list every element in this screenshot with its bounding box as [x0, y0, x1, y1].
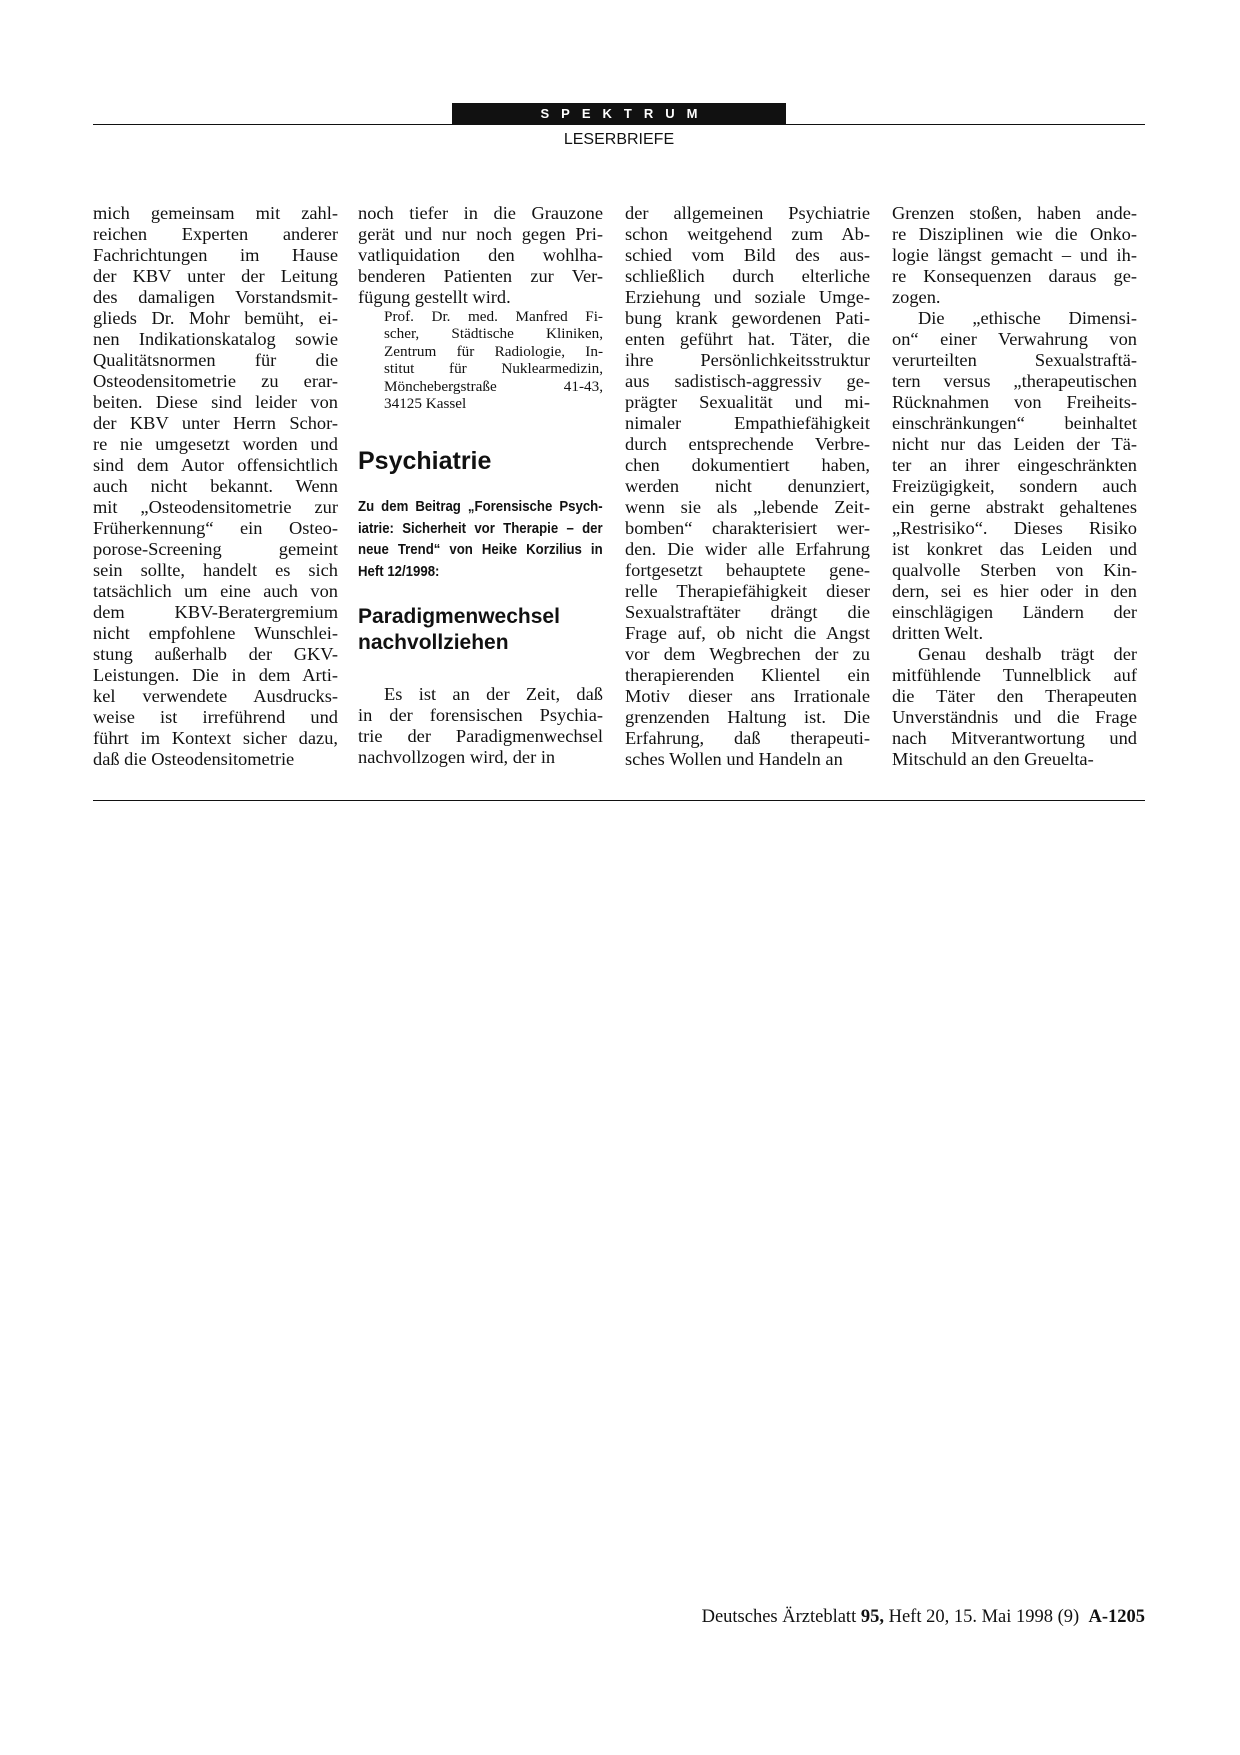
- text-line: sches Wollen und Handeln an: [625, 749, 843, 769]
- text-line: porose-Screening gemeint: [93, 539, 338, 559]
- text-line: Motiv dieser ans Irrationale: [625, 686, 870, 706]
- text-line: Früherkennung“ ein Osteo-: [93, 518, 338, 538]
- text-line: therapierenden Klientel ein: [625, 665, 870, 685]
- text-line: durch entsprechende Verbre-: [625, 434, 870, 454]
- text-line: scher, Städtische Kliniken,: [384, 325, 603, 343]
- text-line: prägter Sexualität und mi-: [625, 392, 870, 412]
- text-line: dern, sei es hier oder in den: [892, 581, 1137, 601]
- text-line: iatrie: Sicherheit vor Therapie – der: [358, 519, 603, 537]
- text-line: daß die Osteodensitometrie: [93, 749, 295, 769]
- text-line: einschlägigen Ländern der: [892, 602, 1137, 622]
- text-line: Erziehung und soziale Umge-: [625, 287, 870, 307]
- text-line: Es ist an der Zeit, daß: [384, 684, 603, 705]
- text-line: schon weitgehend zum Ab-: [625, 224, 870, 244]
- text-line: Mitschuld an den Greuelta-: [892, 749, 1094, 769]
- text-line: wenn sie als „lebende Zeit-: [625, 497, 870, 517]
- text-line: trie der Paradigmenwechsel: [358, 726, 603, 747]
- letter-title: [358, 604, 603, 656]
- text-column-2: [358, 203, 603, 768]
- text-column-4: [892, 203, 1137, 770]
- text-line: logie längst gemacht – und ih-: [892, 245, 1137, 265]
- text-line: bomben“ charakterisiert wer-: [625, 518, 870, 538]
- text-line: Osteodensitometrie zu erar-: [93, 371, 338, 391]
- text-line: Prof. Dr. med. Manfred Fi-: [384, 308, 603, 325]
- text-line: enten geführt hat. Täter, die: [625, 329, 870, 349]
- text-line: Heft 12/1998:: [358, 562, 440, 580]
- text-line: bung krank gewordenen Pati-: [625, 308, 870, 328]
- header-rule: [93, 124, 1145, 125]
- text-line: Leistungen. Die in dem Arti-: [93, 665, 338, 685]
- text-line: in der forensischen Psychia-: [358, 705, 603, 726]
- text-line: Paradigmenwechsel: [358, 605, 560, 629]
- text-line: ter an ihrer eingeschränkten: [892, 455, 1137, 475]
- text-line: relle Therapiefähigkeit dieser: [625, 581, 870, 601]
- text-line: dritten Welt.: [892, 623, 984, 643]
- section-label: LESERBRIEFE: [563, 131, 675, 148]
- text-line: mich gemeinsam mit zahl-: [93, 203, 338, 223]
- text-line: re nie umgesetzt worden und: [93, 434, 338, 454]
- text-line: reichen Experten anderer: [93, 224, 338, 244]
- text-line: nicht nur das Leiden der Tä-: [892, 434, 1137, 454]
- text-line: den. Die wider alle Erfahrung: [625, 539, 870, 559]
- text-line: fügung gestellt wird.: [358, 287, 511, 307]
- text-line: Fachrichtungen im Hause: [93, 245, 338, 265]
- text-line: Rücknahmen von Freiheits-: [892, 392, 1137, 412]
- text-line: stitut für Nuklearmedizin,: [384, 360, 603, 378]
- letter-signature: [358, 308, 603, 412]
- text-line: Sexualstraftäter drängt die: [625, 602, 870, 622]
- text-line: mitfühlende Tunnelblick auf: [892, 665, 1137, 685]
- text-line: nen Indikationskatalog sowie: [93, 329, 338, 349]
- text-line: nachvollziehen: [358, 631, 509, 655]
- text-line: on“ einer Verwahrung von: [892, 329, 1137, 349]
- text-line: neue Trend“ von Heike Korzilius in: [358, 541, 603, 559]
- text-line: Erfahrung, daß therapeuti-: [625, 728, 870, 748]
- journal-volume: 95,: [860, 1607, 884, 1627]
- text-line: auch nicht bekannt. Wenn: [93, 476, 338, 496]
- text-line: „Restrisiko“. Dieses Risiko: [892, 518, 1137, 538]
- text-line: der KBV unter Herrn Schor-: [93, 413, 338, 433]
- issue-info: Heft 20, 15. Mai 1998 (9): [888, 1607, 1080, 1627]
- text-line: Zentrum für Radiologie, In-: [384, 342, 603, 360]
- text-column-1: [93, 203, 338, 770]
- text-line: ihre Persönlichkeitsstruktur: [625, 350, 870, 370]
- text-line: dem KBV-Beratergremium: [93, 602, 338, 622]
- text-line: schließlich durch elterliche: [625, 266, 870, 286]
- text-line: Qualitätsnormen für die: [93, 350, 338, 370]
- text-line: nicht empfohlene Wunschlei-: [93, 623, 338, 643]
- text-line: des damaligen Vorstandsmit-: [93, 287, 338, 307]
- text-line: fortgesetzt behauptete gene-: [625, 560, 870, 580]
- text-line: Genau deshalb trägt der: [918, 644, 1137, 664]
- text-line: benderen Patienten zur Ver-: [358, 266, 603, 286]
- text-line: glieds Dr. Mohr bemüht, ei-: [93, 308, 338, 328]
- text-line: einschränkungen“ beinhaltet: [892, 413, 1137, 433]
- text-line: Mönchebergstraße 41-43,: [384, 377, 603, 395]
- text-column-3: [625, 203, 870, 770]
- text-line: Zu dem Beitrag „Forensische Psych-: [358, 498, 603, 516]
- text-line: gerät und nur noch gegen Pri-: [358, 224, 603, 244]
- section-heading: Psychiatrie: [358, 447, 492, 476]
- text-line: vor dem Wegbrechen der zu: [625, 644, 870, 664]
- text-line: Grenzen stoßen, haben ande-: [892, 203, 1137, 223]
- article-reference: [358, 496, 603, 582]
- text-line: kel verwendete Ausdrucks-: [93, 686, 338, 706]
- journal-name: Deutsches Ärzteblatt: [701, 1607, 857, 1627]
- text-line: werden nicht denunziert,: [625, 476, 870, 496]
- text-line: vatliquidation den wohlha-: [358, 245, 603, 265]
- text-line: 34125 Kassel: [384, 395, 467, 413]
- text-line: schied vom Bild des aus-: [625, 245, 870, 265]
- text-line: nach Mitverantwortung und: [892, 728, 1137, 748]
- text-line: Die „ethische Dimensi-: [918, 308, 1137, 328]
- section-banner: SPEKTRUM: [452, 103, 786, 124]
- text-line: weise ist irreführend und: [93, 707, 338, 727]
- text-line: beiten. Diese sind leider von: [93, 392, 338, 412]
- text-line: Freizügigkeit, sondern auch: [892, 476, 1137, 496]
- bottom-rule: [93, 800, 1145, 801]
- text-line: Unverständnis und die Frage: [892, 707, 1137, 727]
- text-line: sein sollte, handelt es sich: [93, 560, 338, 580]
- text-line: der KBV unter der Leitung: [93, 266, 338, 286]
- text-line: führt im Kontext sicher dazu,: [93, 728, 338, 748]
- text-line: die Täter den Therapeuten: [892, 686, 1137, 706]
- text-line: stung außerhalb der GKV-: [93, 644, 338, 664]
- text-line: Frage auf, ob nicht die Angst: [625, 623, 870, 643]
- text-line: noch tiefer in die Grauzone: [358, 203, 603, 223]
- text-line: mit „Osteodensitometrie zur: [93, 497, 338, 517]
- text-line: nachvollzogen wird, der in: [358, 747, 556, 768]
- text-line: grenzenden Haltung ist. Die: [625, 707, 870, 727]
- text-line: ein gerne abstrakt gehaltenes: [892, 497, 1137, 517]
- text-line: nimaler Empathiefähigkeit: [625, 413, 870, 433]
- text-line: sind dem Autor offensichtlich: [93, 455, 338, 475]
- text-line: aus sadistisch-aggressiv ge-: [625, 371, 870, 391]
- text-line: re Disziplinen wie die Onko-: [892, 224, 1137, 244]
- text-line: der allgemeinen Psychiatrie: [625, 203, 870, 223]
- text-line: tern versus „therapeutischen: [892, 371, 1137, 391]
- text-line: re Konsequenzen daraus ge-: [892, 266, 1137, 286]
- text-line: tatsächlich um eine auch von: [93, 581, 338, 601]
- page-number: A-1205: [1088, 1607, 1145, 1627]
- text-line: verurteilten Sexualstraftä-: [892, 350, 1137, 370]
- page-footer: [702, 1607, 1145, 1628]
- text-line: zogen.: [892, 287, 941, 307]
- text-line: chen dokumentiert haben,: [625, 455, 870, 475]
- text-line: ist konkret das Leiden und: [892, 539, 1137, 559]
- text-line: qualvolle Sterben von Kin-: [892, 560, 1137, 580]
